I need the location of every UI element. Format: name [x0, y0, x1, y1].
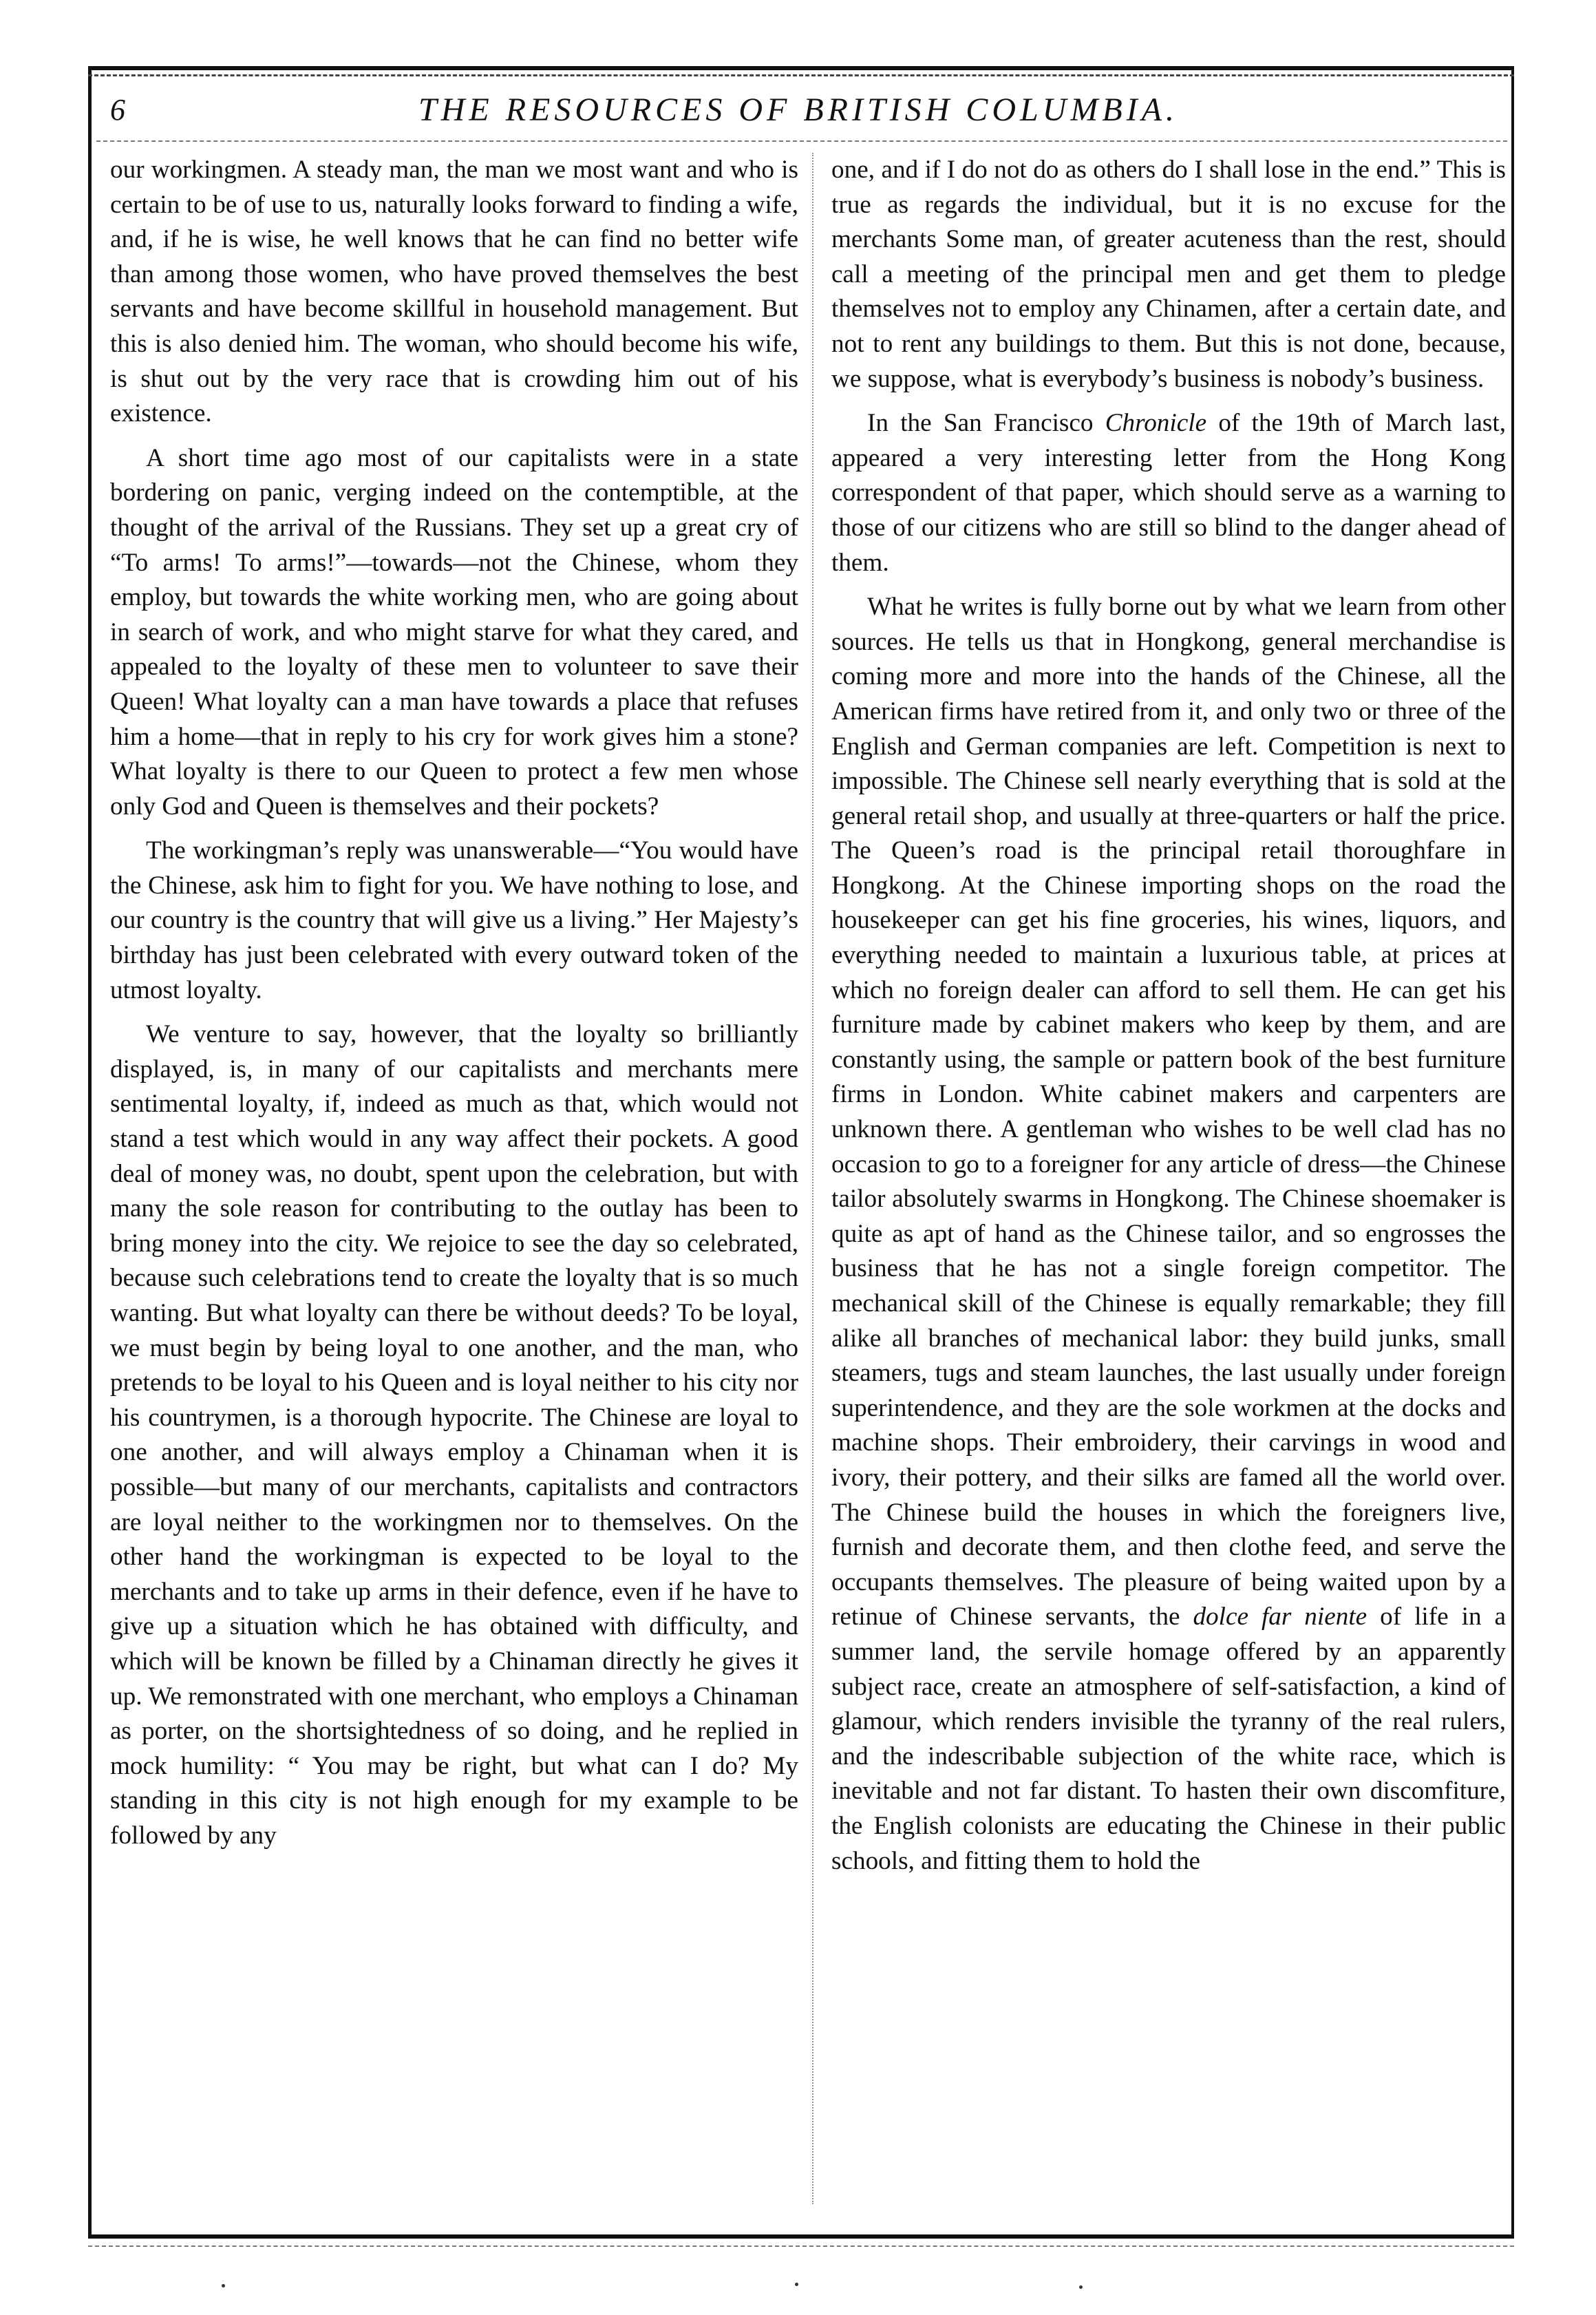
paragraph: We venture to say, however, that the loyalty so brilliantly displayed, is, in many of our capitalists and merchants mere sentimental loyalty, if, indeed as much as that, which would not stand a test which would in any way affect their pockets. A good deal of money was, no doubt, spent upon the celebration, but with many the sole reason for contributing to the outlay has been to bring money into the city. We rejoice to see the day so celebrated, because such celebrations tend to create the loyalty that is so much wanting. But what loyalty can there be without deeds? To be loyal, we must begin by being loyal to one another, and the man, who pretends to be loyal to his Queen and is loyal neither to his city nor his countrymen, is a thorough hypocrite. The Chinese are loyal to one another, and will always employ a Chinaman when it is possible—but many of our merchants, capitalists and contractors are loyal neither to the workingmen nor to themselves. On the other hand the workingman is expected to be loyal to the merchants and to take up arms in their defence, even if he have to give up a situation which he has obtained with difficulty, and which will be known be filled by a Chinaman directly he gives it up. We remonstrated with one merchant, who employs a Chinaman as porter, on the shortsightedness of so doing, and he replied in mock humility: “ You may be right, but what can I do? My standing in this city is not high enough for my example to be followed by any [110, 1020, 798, 1850]
right-column [831, 153, 1506, 2204]
paragraph [831, 590, 1506, 1879]
paragraph: A short time ago most of our capitalists were in a state bordering on panic, verging indeed on the contemptible, at the thought of the arrival of the Russians. They set up a great cry of “To arms! To arms!”—towards—not the Chinese, whom they employ, but towards the white working men, who are going about in search of work, and who might starve for what they cared, and appealed to the loyalty of these men to volunteer to save their Queen! What loyalty can a man have towards a place that refuses him a home—that in reply to his cry for work gives him a stone? What loyalty is there to our Queen to protect a few men whose only God and Queen is themselves and their pockets? [110, 443, 798, 821]
column-divider [812, 153, 813, 2204]
paragraph [831, 406, 1506, 580]
page-number: 6 [110, 93, 125, 127]
paragraph-text: of the 19th of March last, appeared a very interesting letter from the Hong Kong correspondent of that paper, which should serve as a warning to those of our citizens who are still so blind to the danger ahead of them. [831, 409, 1506, 577]
paragraph: our workingmen. A steady man, the man we most want and who is certain to be of use to us, naturally looks forward to finding a wife, and, if he is wise, he well knows that he can find no better wife than among those women, who have proved themselves the best servants and have become skillful in household management. But this is also denied him. The woman, who should become his wife, is shut out by the very race that is crowding him out of his existence. [110, 156, 798, 428]
paragraph: The workingman’s reply was unanswerable—“You would have the Chinese, ask him to fight for you. We have nothing to lose, and our country is the country that will give us a living.” Her Majesty’s birthday has just been celebrated with every outward token of the utmost loyalty. [110, 836, 798, 1004]
italic-phrase: dolce far niente [1193, 1603, 1368, 1631]
scan-speck [795, 2283, 798, 2286]
paragraph-text: of life in a summer land, the servile homage offered by an apparently subject race, create an atmosphere of self-satisfaction, a kind of glamour, which renders invisible the tyranny of the real rulers, and the indescribable subjection of the white race, which is inevitable and not far distant. To hasten their own discomfiture, the English colonists are educating the Chinese in their public schools, and fitting them to hold the [831, 1603, 1506, 1875]
top-rule [88, 74, 1514, 76]
left-column [110, 153, 798, 2204]
paragraph: one, and if I do not do as others do I shall lose in the end.” This is true as regards the individual, but it is no excuse for the merchants Some man, of greater acuteness than the rest, should call a meeting of the principal men and get them to pledge themselves not to employ any Chinamen, after a certain date, and not to rent any buildings to them. But this is not done, because, we suppose, what is everybody’s business is nobody’s business. [831, 156, 1506, 393]
newspaper-title: Chronicle [1105, 409, 1207, 438]
scan-speck [1079, 2285, 1083, 2289]
running-title: THE RESOURCES OF BRITISH COLUMBIA. [418, 92, 1178, 128]
scan-speck [222, 2284, 225, 2287]
paragraph-text: In the San Francisco [867, 409, 1105, 438]
paragraph-text: What he writes is fully borne out by what we learn from other sources. He tells us that in Hongkong, general merchandise is coming more and more into the hands of the Chinese, all the American firms have retired from it, and only two or three of the English and German companies are left. Competition is next to impossible. The Chinese sell nearly everything that is sold at the general retail shop, and usually at three-quarters or half the price. The Queen’s road is the principal retail thoroughfare in Hongkong. At the Chinese importing shops on the road the housekeeper can get his fine groceries, his wines, liquors, and everything needed to maintain a luxurious table, at prices at which no foreign dealer can afford to sell them. He can get his furniture made by cabinet makers who keep by them, and are constantly using, the sample or pattern book of the best furniture firms in London. White cabinet makers and carpenters are unknown there. A gentleman who wishes to be well clad has no occasion to go to a foreigner for any article of dress—the Chinese tailor absolutely swarms in Hongkong. The Chinese shoemaker is quite as apt of hand as the Chinese tailor, and so engrosses the business that he has not a single foreign competitor. The mechanical skill of the Chinese is equally remarkable; they fill alike all branches of mechanical labor: they build junks, small steamers, tugs and steam launches, the last usually under foreign superintendence, and they are the sole workmen at the docks and machine shops. Their embroidery, their carvings in wood and ivory, their pottery, and their silks are famed all the world over. The Chinese build the houses in which the foreigners live, furnish and decorate them, and then clothe feed, and serve the occupants themselves. The pleasure of being waited upon by a retinue of Chinese servants, the [831, 593, 1506, 1631]
header-rule [96, 140, 1507, 142]
bottom-rule [88, 2245, 1514, 2247]
